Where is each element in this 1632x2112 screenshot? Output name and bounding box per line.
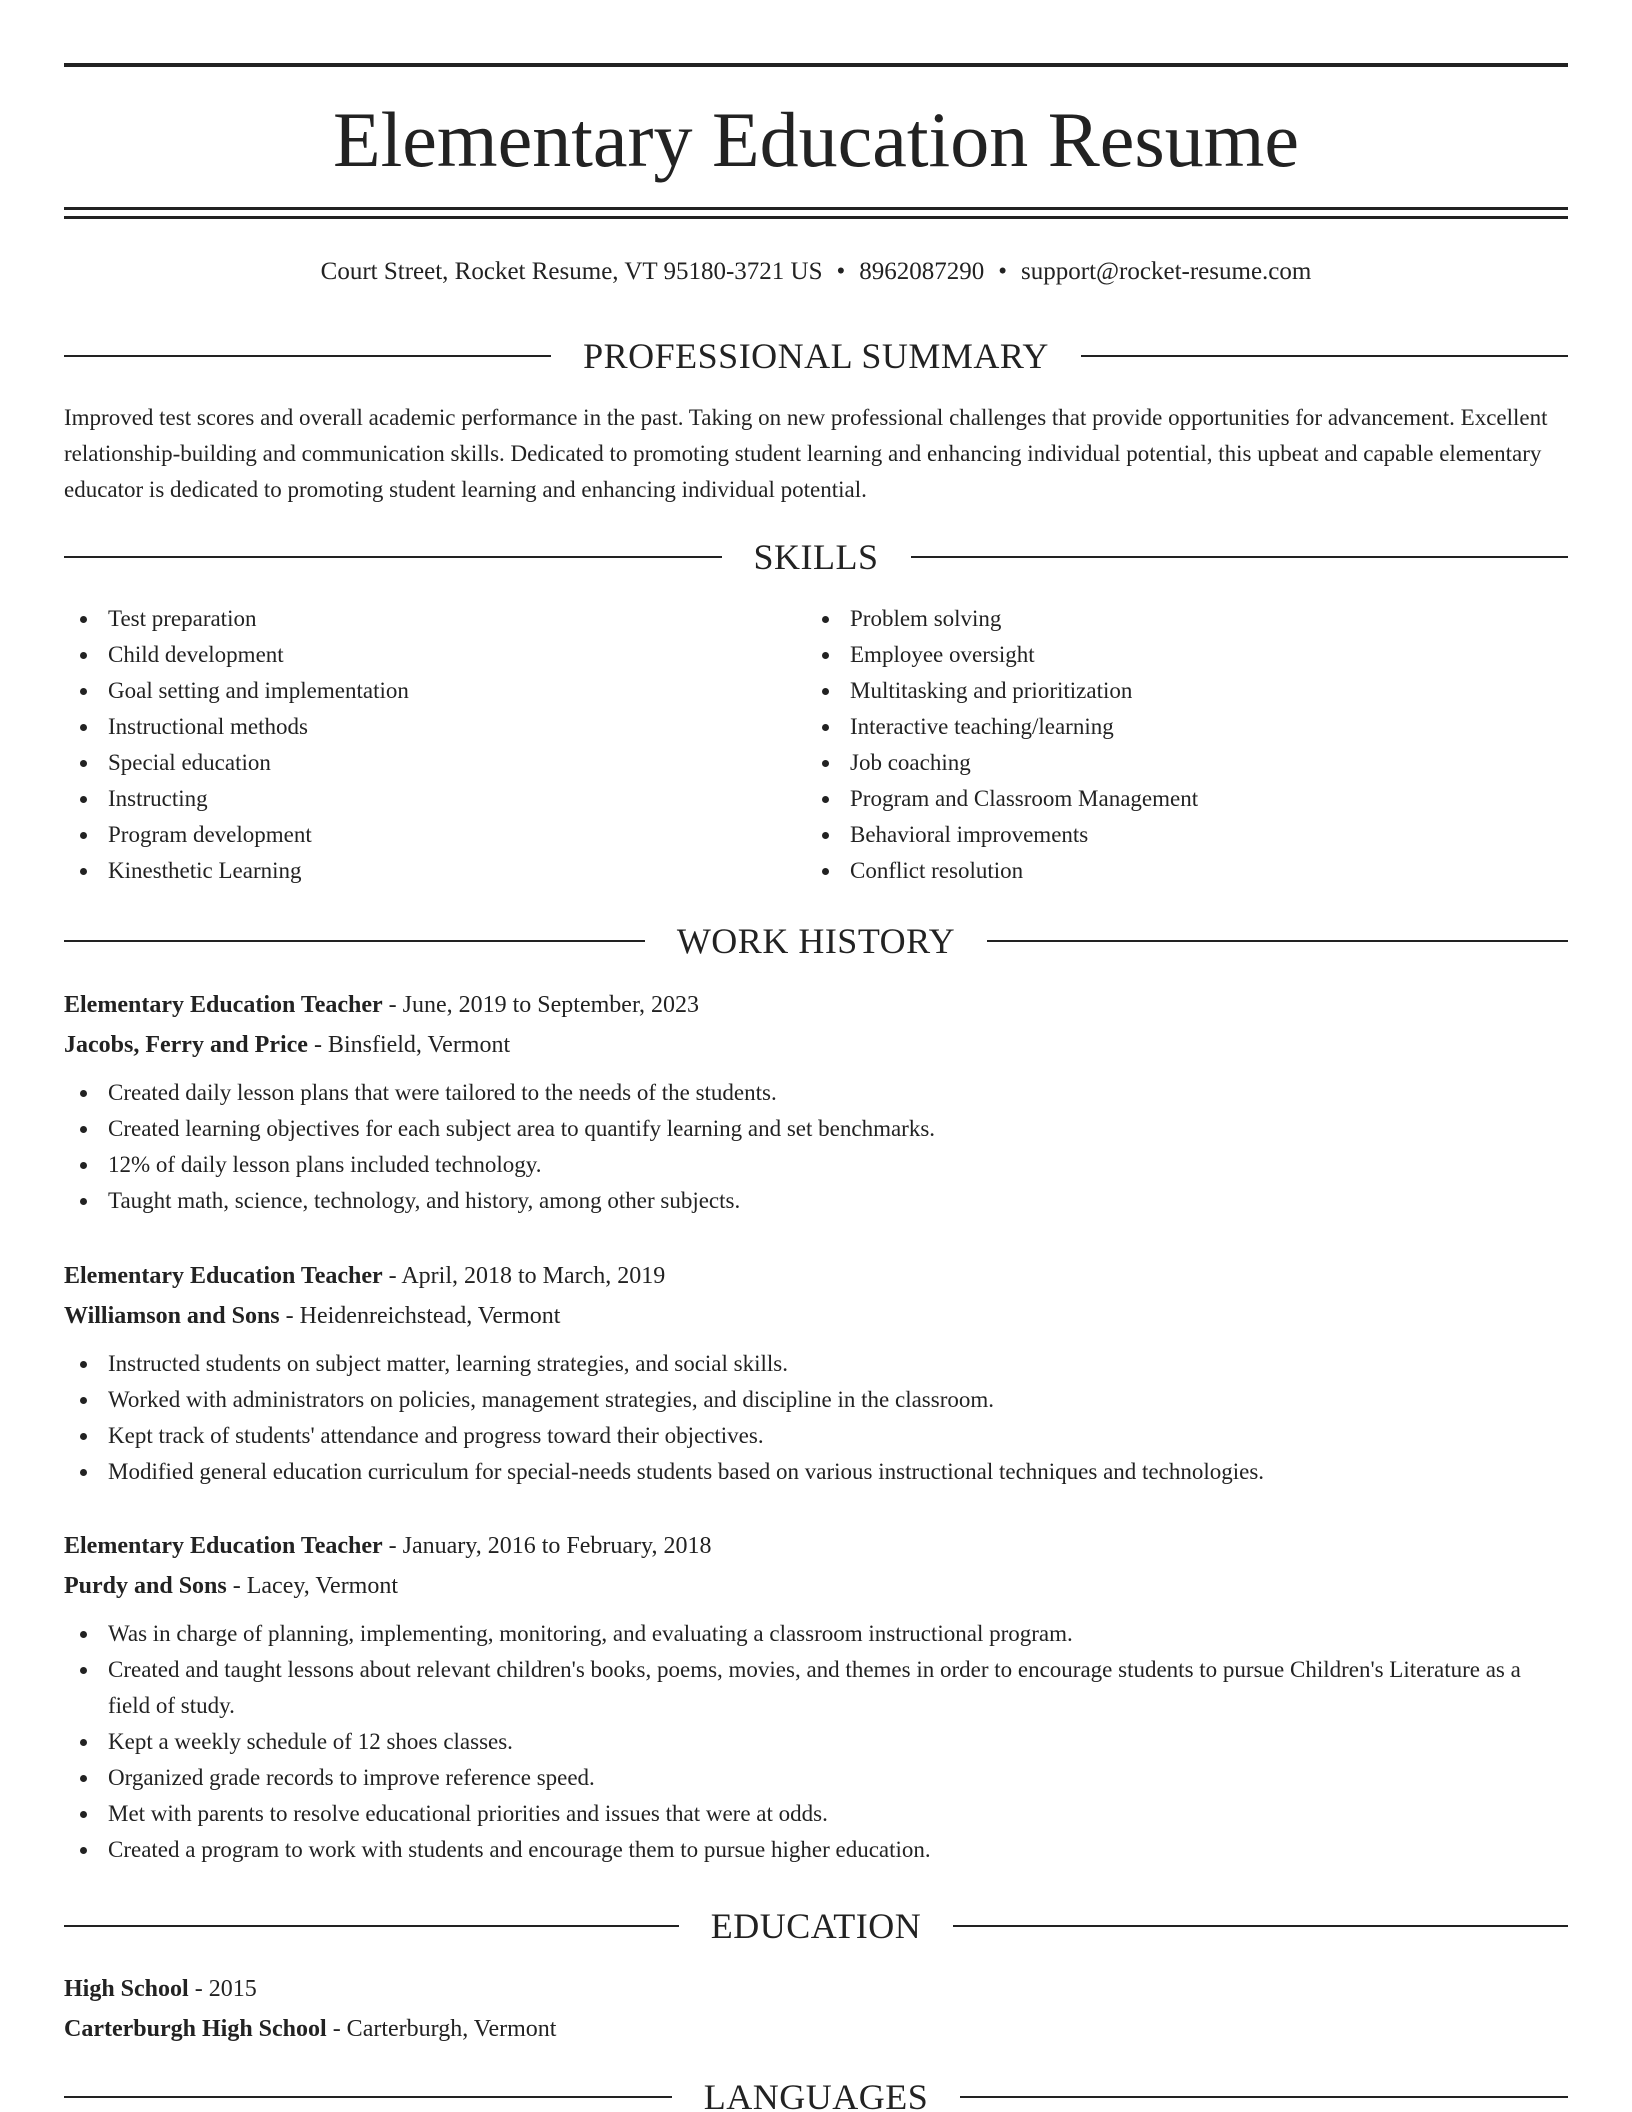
skill-item: Child development — [64, 637, 806, 673]
heading-rule — [987, 940, 1568, 942]
job-dates: - January, 2016 to February, 2018 — [382, 1533, 712, 1559]
contact-separator: • — [998, 258, 1008, 285]
section-title: LANGUAGES — [703, 2077, 929, 2112]
job-bullet: Instructed students on subject matter, learning strategies, and social skills. — [64, 1346, 1568, 1382]
job-title: Elementary Education Teacher — [64, 1263, 383, 1289]
skill-item: Test preparation — [64, 601, 806, 637]
contact-address: Court Street, Rocket Resume, VT 95180-3721 US — [320, 258, 823, 285]
title-rule-upper — [64, 207, 1568, 210]
job-location: - Lacey, Vermont — [226, 1573, 399, 1599]
job-location: - Binsfield, Vermont — [307, 1032, 511, 1058]
section-title: WORK HISTORY — [676, 921, 956, 961]
job-bullet: 12% of daily lesson plans included technology. — [64, 1147, 1568, 1183]
skill-item: Problem solving — [806, 601, 1548, 637]
job-bullet: Created learning objectives for each subject area to quantify learning and set benchmarks. — [64, 1111, 1568, 1147]
heading-rule — [64, 556, 722, 558]
title-rule-lower — [64, 216, 1568, 219]
job-entry — [64, 985, 1568, 1219]
job-bullet: Modified general education curriculum for special-needs students based on various instructional techniques and technologies. — [64, 1454, 1568, 1490]
heading-rule — [64, 940, 645, 942]
job-bullet: Taught math, science, technology, and history, among other subjects. — [64, 1183, 1568, 1219]
section-title: SKILLS — [753, 537, 879, 577]
skills-column-left — [64, 601, 806, 889]
job-title-line — [64, 1526, 1568, 1566]
heading-rule — [64, 355, 551, 357]
heading-rule — [64, 2096, 672, 2098]
heading-rule — [953, 1925, 1568, 1927]
job-bullet: Created daily lesson plans that were tailored to the needs of the students. — [64, 1075, 1568, 1111]
skill-item: Goal setting and implementation — [64, 673, 806, 709]
section-heading-summary — [64, 334, 1568, 378]
education-degree-line — [64, 1969, 1568, 2009]
job-entry — [64, 1526, 1568, 1868]
job-title-line — [64, 985, 1568, 1025]
job-company: Jacobs, Ferry and Price — [64, 1032, 308, 1058]
job-bullets — [64, 1616, 1568, 1868]
job-company: Williamson and Sons — [64, 1303, 280, 1329]
skills-list — [64, 601, 1568, 889]
job-bullet: Kept a weekly schedule of 12 shoes classes. — [64, 1724, 1568, 1760]
skill-item: Behavioral improvements — [806, 817, 1548, 853]
job-bullets — [64, 1075, 1568, 1219]
heading-rule — [64, 1925, 679, 1927]
job-bullet: Kept track of students' attendance and progress toward their objectives. — [64, 1418, 1568, 1454]
job-dates: - April, 2018 to March, 2019 — [382, 1263, 666, 1289]
section-heading-skills — [64, 535, 1568, 579]
document-title: Elementary Education Resume — [332, 96, 1299, 183]
job-dates: - June, 2019 to September, 2023 — [382, 992, 699, 1018]
skill-item: Program and Classroom Management — [806, 781, 1548, 817]
job-title: Elementary Education Teacher — [64, 1533, 383, 1559]
contact-line — [64, 255, 1568, 289]
job-company-line — [64, 1025, 1568, 1065]
job-company-line — [64, 1566, 1568, 1606]
education-year: - 2015 — [188, 1976, 257, 2002]
education-entry — [64, 1969, 1568, 2049]
education-location: - Carterburgh, Vermont — [326, 2016, 557, 2042]
job-bullet: Met with parents to resolve educational priorities and issues that were at odds. — [64, 1796, 1568, 1832]
section-title: EDUCATION — [710, 1906, 922, 1946]
job-title-line — [64, 1256, 1568, 1296]
education-school: Carterburgh High School — [64, 2016, 327, 2042]
skill-item: Job coaching — [806, 745, 1548, 781]
education-degree: High School — [64, 1976, 189, 2002]
job-location: - Heidenreichstead, Vermont — [279, 1303, 561, 1329]
job-company-line — [64, 1296, 1568, 1336]
skill-item: Instructional methods — [64, 709, 806, 745]
skill-item: Program development — [64, 817, 806, 853]
job-bullet: Was in charge of planning, implementing, monitoring, and evaluating a classroom instructional program. — [64, 1616, 1568, 1652]
top-rule — [64, 63, 1568, 67]
job-bullets — [64, 1346, 1568, 1490]
job-company: Purdy and Sons — [64, 1573, 227, 1599]
heading-rule — [1081, 355, 1568, 357]
section-heading-work — [64, 919, 1568, 963]
skill-item: Conflict resolution — [806, 853, 1548, 889]
contact-separator: • — [836, 258, 846, 285]
skill-item: Special education — [64, 745, 806, 781]
job-entry — [64, 1256, 1568, 1490]
job-bullet: Created a program to work with students and encourage them to pursue higher education. — [64, 1832, 1568, 1868]
section-heading-languages — [64, 2075, 1568, 2112]
summary-text: Improved test scores and overall academic performance in the past. Taking on new professional challenges that provide opportunities for advancement. Excellent relationship-building and communication skills. Dedicated to promoting student learning and enhancing individual potential, this upbeat and capable elementary educator is dedicated to promoting student learning and enhancing individual potential. — [64, 405, 1548, 502]
contact-phone: 8962087290 — [859, 258, 985, 285]
section-title: PROFESSIONAL SUMMARY — [583, 336, 1049, 376]
skills-column-right — [806, 601, 1548, 889]
skill-item: Interactive teaching/learning — [806, 709, 1548, 745]
heading-rule — [960, 2096, 1568, 2098]
job-bullet: Worked with administrators on policies, management strategies, and discipline in the classroom. — [64, 1382, 1568, 1418]
job-bullet: Created and taught lessons about relevant children's books, poems, movies, and themes in order to encourage students to pursue Children's Literature as a field of study. — [64, 1652, 1568, 1724]
job-bullet: Organized grade records to improve reference speed. — [64, 1760, 1568, 1796]
education-school-line — [64, 2009, 1568, 2049]
skill-item: Kinesthetic Learning — [64, 853, 806, 889]
skill-item: Multitasking and prioritization — [806, 673, 1548, 709]
section-heading-education — [64, 1904, 1568, 1948]
skill-item: Instructing — [64, 781, 806, 817]
skill-item: Employee oversight — [806, 637, 1548, 673]
job-title: Elementary Education Teacher — [64, 992, 383, 1018]
contact-email: support@rocket-resume.com — [1021, 258, 1312, 285]
heading-rule — [911, 556, 1569, 558]
